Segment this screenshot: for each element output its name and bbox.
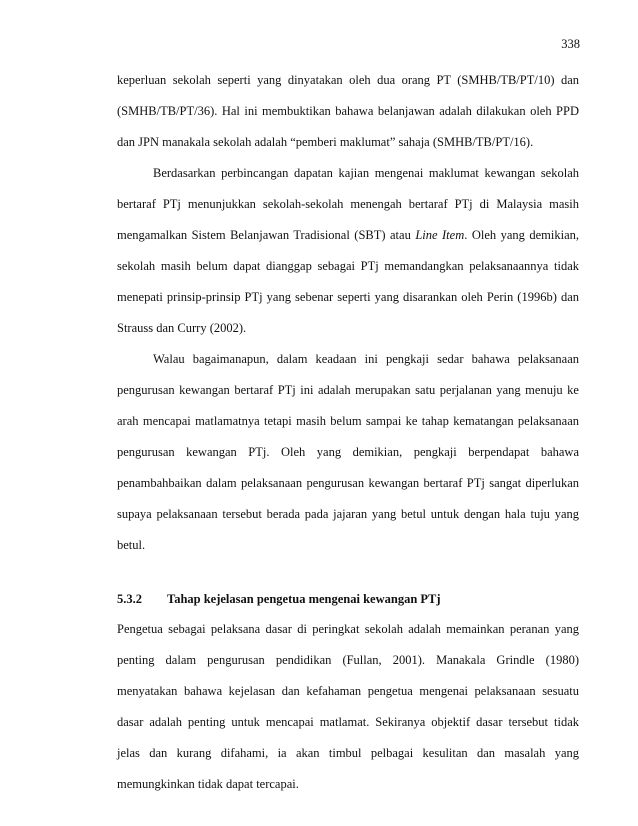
text-line: pengurusan kewangan PTj. Oleh yang demikian, pengkaji berpendapat bahawa [117,445,579,459]
text-line: dan JPN manakala sekolah adalah “pemberi maklumat” sahaja (SMHB/TB/PT/16). [117,135,534,149]
text-line: Pengetua sebagai pelaksana dasar di peringkat sekolah adalah memainkan peranan yang [117,622,579,636]
text-line: dasar adalah penting untuk mencapai matlamat. Sekiranya objektif dasar tersebut tidak [117,715,579,729]
text-line: bertaraf PTj menunjukkan sekolah-sekolah menengah bertaraf PTj di Malaysia masih [117,197,579,211]
text-line: (SMHB/TB/PT/36). Hal ini membuktikan bahawa belanjawan adalah dilakukan oleh PPD [117,104,579,118]
text-span: . Oleh yang demikian, [464,228,579,242]
text-line: sekolah masih belum dapat dianggap sebagai PTj memandangkan pelaksanaannya tidak [117,259,579,273]
text-line: Berdasarkan perbincangan dapatan kajian mengenai maklumat kewangan sekolah [153,166,579,180]
text-span: mengamalkan Sistem Belanjawan Tradisional (SBT) atau [117,228,416,242]
text-line: penambahbaikan dalam pelaksanaan pengurusan kewangan bertaraf PTj sangat diperlukan [117,476,579,490]
text-line: menepati prinsip-prinsip PTj yang sebenar seperti yang disarankan oleh Perin (1996b) dan [117,290,579,304]
section-number: 5.3.2 [117,592,142,606]
italic-term: Line Item [415,228,465,242]
text-line: penting dalam pengurusan pendidikan (Fullan, 2001). Manakala Grindle (1980) [117,653,579,667]
section-heading [117,591,441,607]
page-number: 338 [561,37,580,51]
text-line: menyatakan bahawa kejelasan dan kefahaman pengetua mengenai pelaksanaan sesuatu [117,684,579,698]
text-line: keperluan sekolah seperti yang dinyatakan oleh dua orang PT (SMHB/TB/PT/10) dan [117,73,579,87]
text-line: supaya pelaksanaan tersebut berada pada jajaran yang betul untuk dengan hala tuju yang [117,507,579,521]
text-line: Walau bagaimanapun, dalam keadaan ini pengkaji sedar bahawa pelaksanaan [153,352,579,366]
text-line: arah mencapai matlamatnya tetapi masih belum sampai ke tahap kematangan pelaksanaan [117,414,579,428]
text-line: jelas dan kurang difahami, ia akan timbul pelbagai kesulitan dan masalah yang [117,746,579,760]
section-title: Tahap kejelasan pengetua mengenai kewangan PTj [167,592,441,606]
text-line: betul. [117,538,146,552]
text-line [117,227,579,243]
text-line: memungkinkan tidak dapat tercapai. [117,777,299,791]
text-line: Strauss dan Curry (2002). [117,321,247,335]
text-line: pengurusan kewangan bertaraf PTj ini adalah merupakan satu perjalanan yang menuju ke [117,383,579,397]
